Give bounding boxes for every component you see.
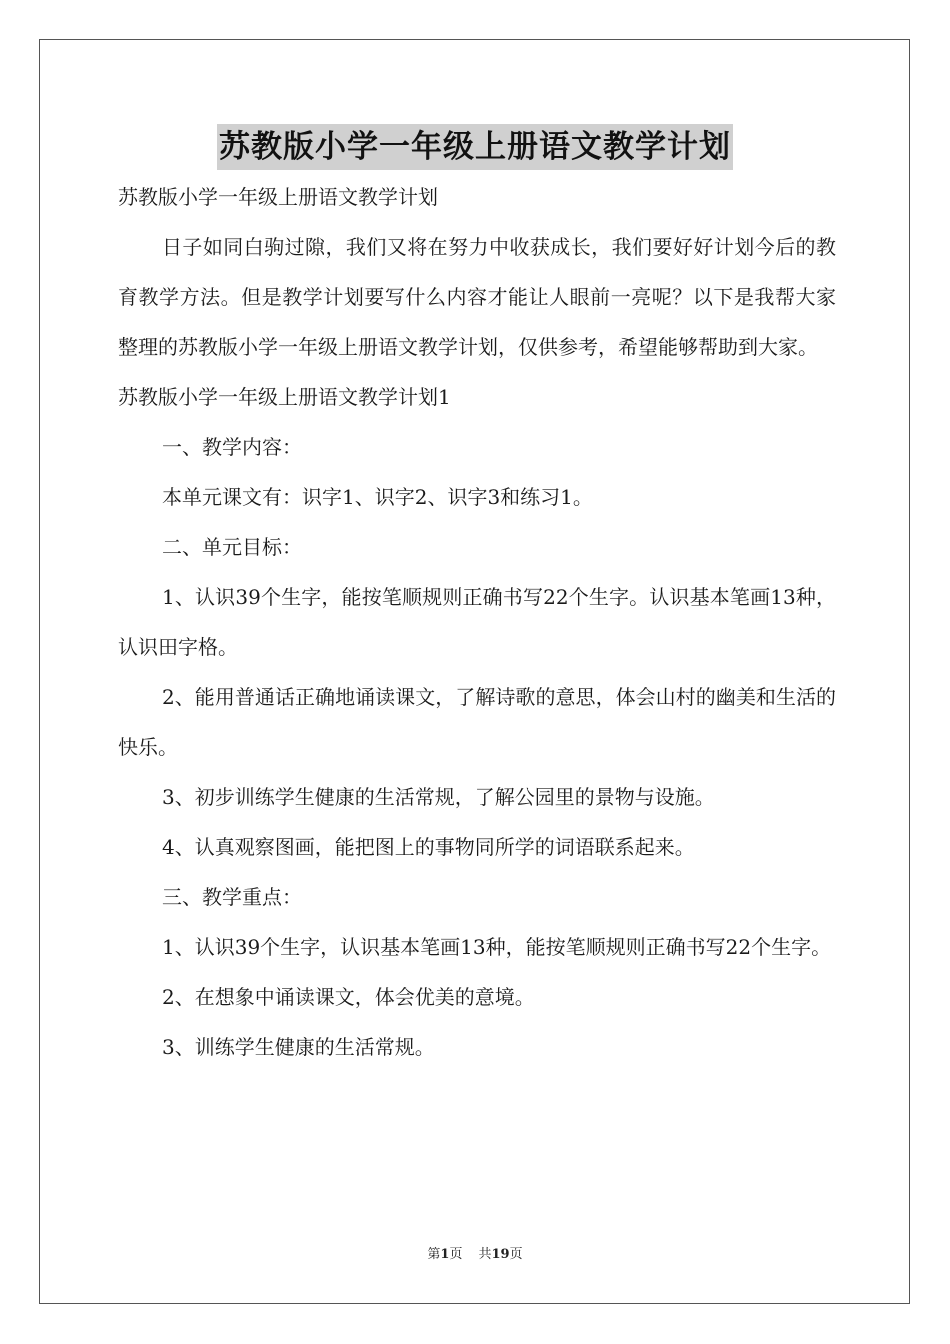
page-prefix: 第 bbox=[427, 1247, 441, 1262]
page-suffix: 页 bbox=[449, 1247, 463, 1262]
paragraph: 3、初步训练学生健康的生活常规，了解公园里的景物与设施。 bbox=[162, 785, 715, 809]
title-container bbox=[0, 124, 950, 170]
paragraph: 3、训练学生健康的生活常规。 bbox=[162, 1035, 435, 1059]
page-number: 1 bbox=[440, 1247, 450, 1262]
paragraph: 1、认识39个生字，能按笔顺规则正确书写22个生字。认识基本笔画13种，认识田字格。 bbox=[118, 585, 836, 659]
page-footer bbox=[0, 1243, 950, 1262]
document-title: 苏教版小学一年级上册语文教学计划 bbox=[217, 124, 733, 170]
paragraph: 日子如同白驹过隙，我们又将在努力中收获成长，我们要好好计划今后的教育教学方法。但是教学计划要写什么内容才能让人眼前一亮呢？以下是我帮大家整理的苏教版小学一年级上册语文教学计划，仅供参考，希望能够帮助到大家。 bbox=[118, 235, 836, 359]
paragraph: 一、教学内容： bbox=[162, 435, 302, 459]
paragraph: 1、认识39个生字，认识基本笔画13种，能按笔顺规则正确书写22个生字。 bbox=[162, 935, 832, 959]
paragraph: 三、教学重点： bbox=[162, 885, 302, 909]
document-body bbox=[118, 172, 836, 1072]
paragraph: 2、能用普通话正确地诵读课文，了解诗歌的意思，体会山村的幽美和生活的快乐。 bbox=[118, 685, 836, 759]
paragraph: 4、认真观察图画，能把图上的事物同所学的词语联系起来。 bbox=[162, 835, 695, 859]
total-pages: 19 bbox=[491, 1247, 510, 1262]
paragraph: 二、单元目标： bbox=[162, 535, 302, 559]
paragraph: 苏教版小学一年级上册语文教学计划1 bbox=[118, 385, 451, 409]
total-prefix: 共 bbox=[478, 1247, 492, 1262]
paragraph: 本单元课文有：识字1、识字2、识字3和练习1。 bbox=[162, 485, 593, 509]
total-suffix: 页 bbox=[509, 1247, 523, 1262]
paragraph: 2、在想象中诵读课文，体会优美的意境。 bbox=[162, 985, 535, 1009]
paragraph: 苏教版小学一年级上册语文教学计划 bbox=[118, 185, 438, 209]
